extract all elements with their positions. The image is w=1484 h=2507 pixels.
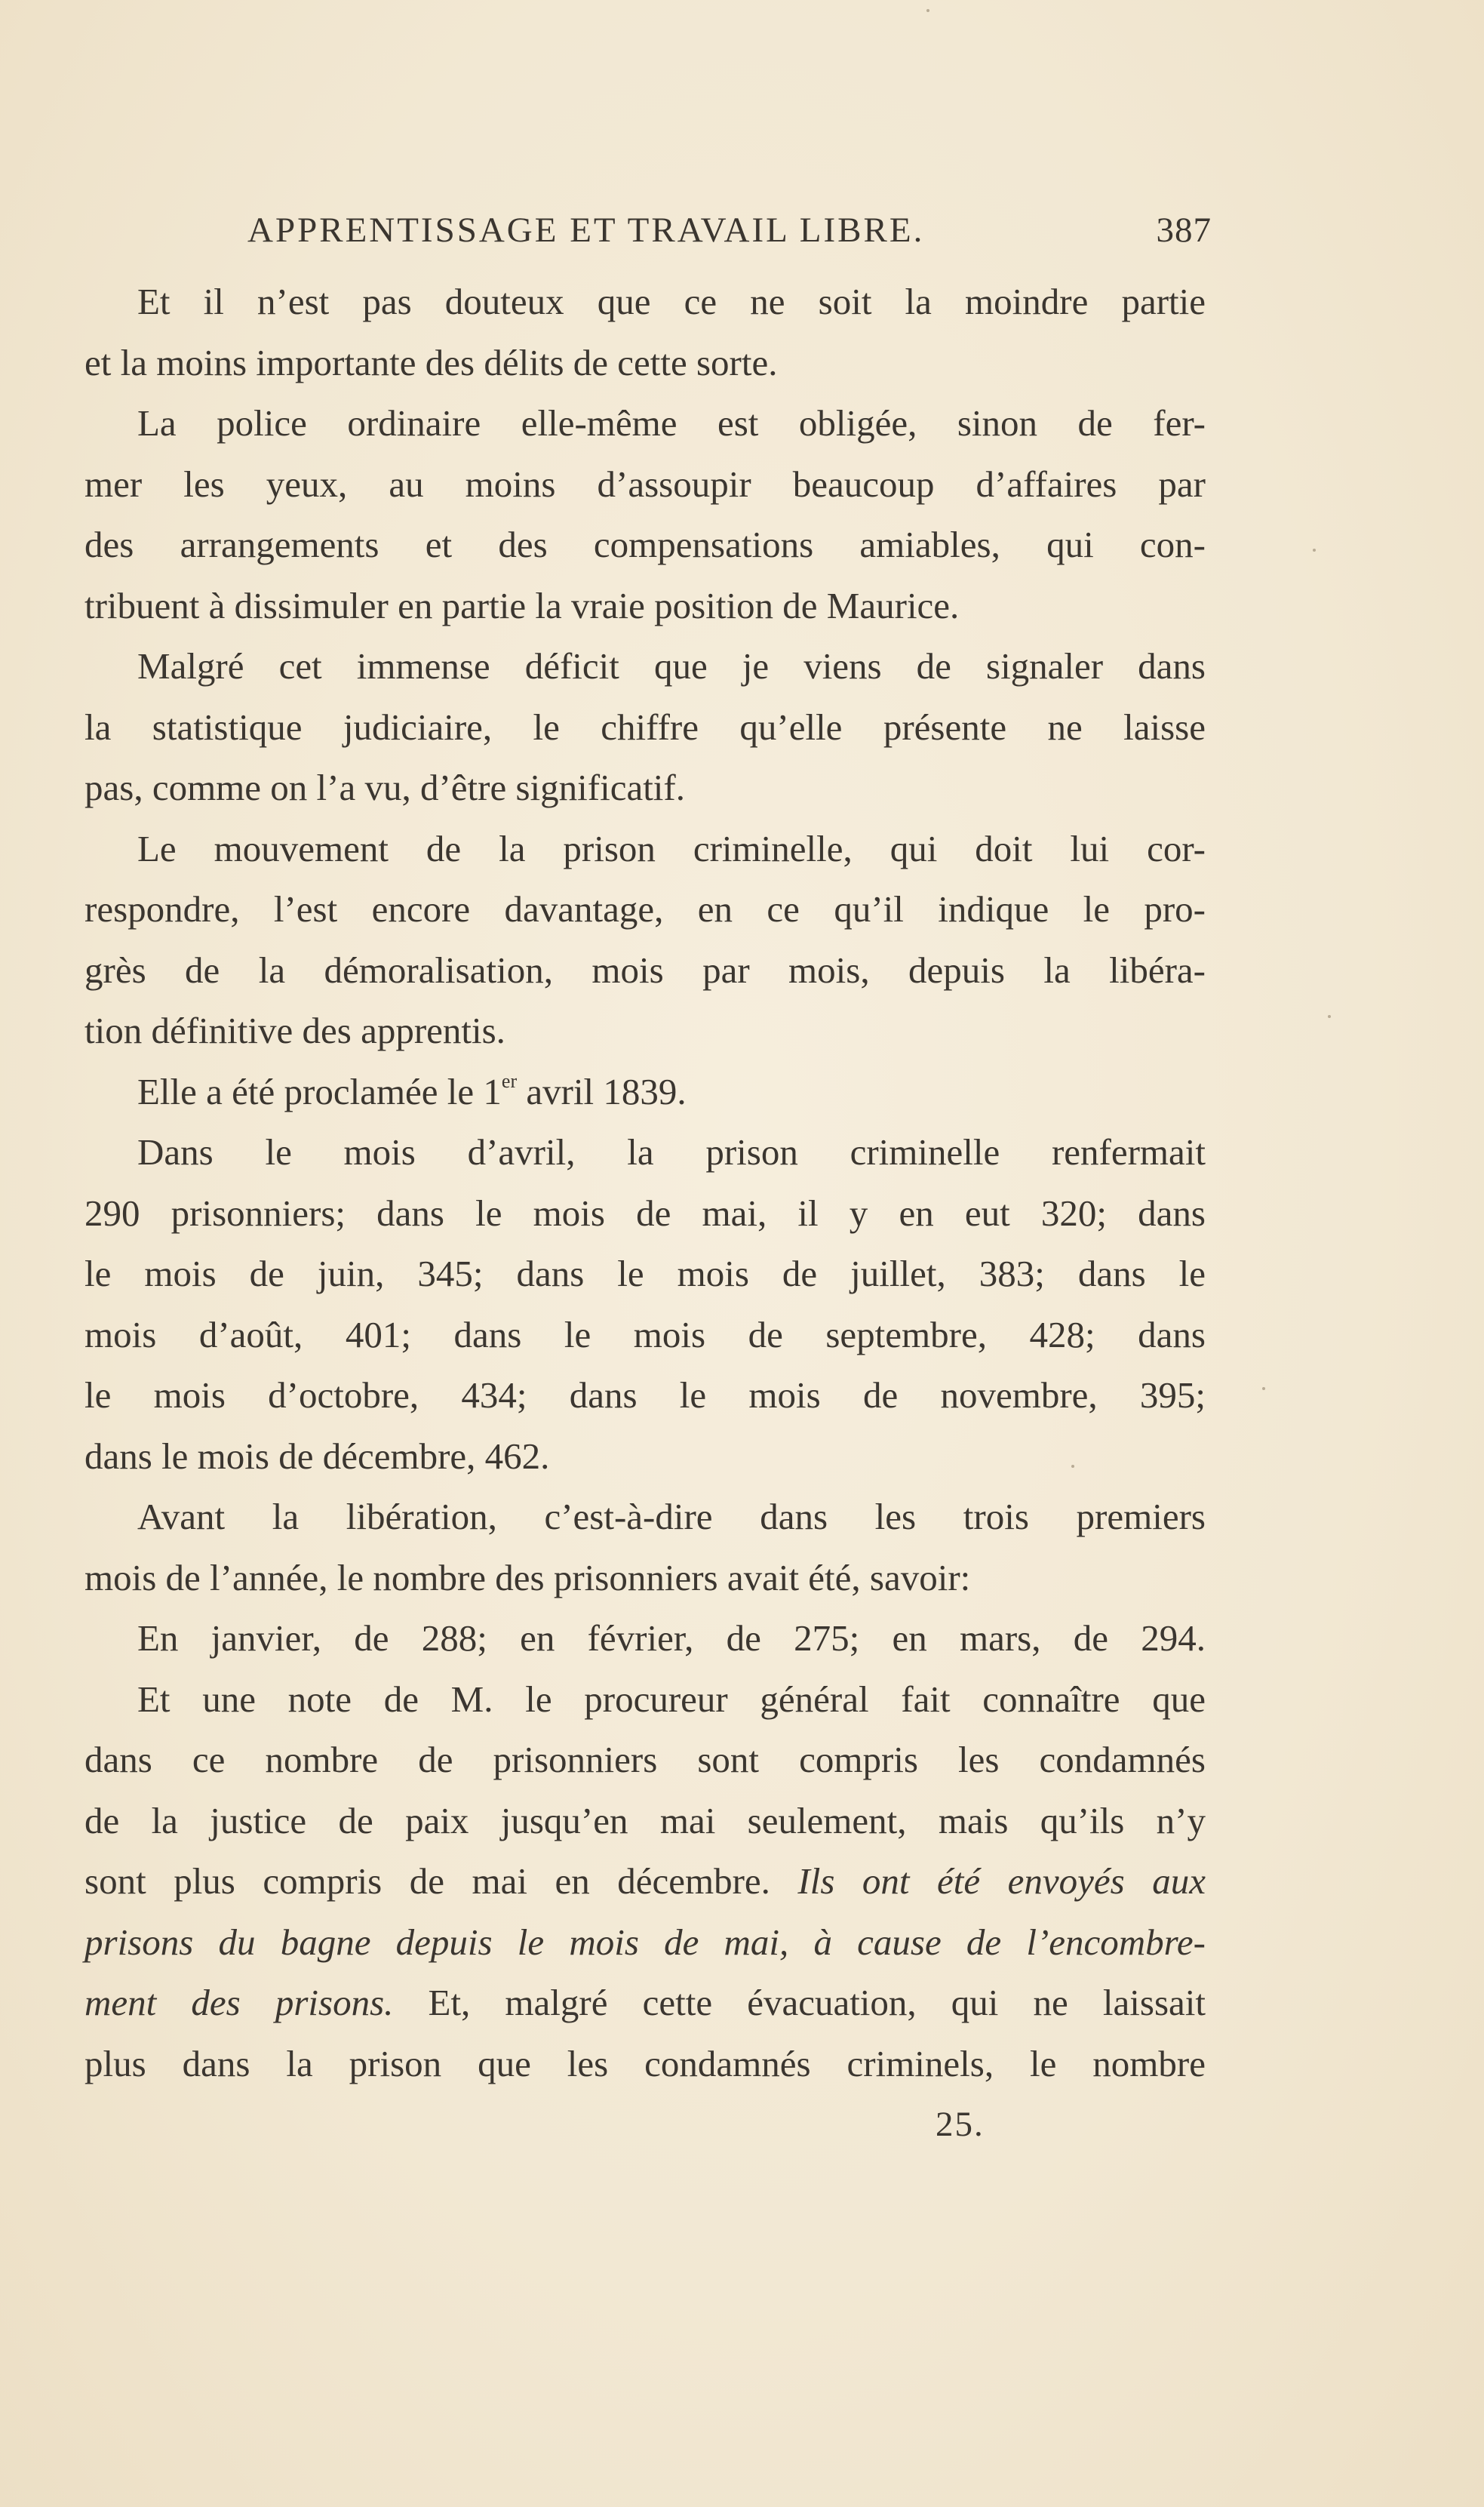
italic-text: Ils ont été envoyés aux bbox=[797, 1860, 1206, 1902]
text-line-content: pas, comme on l’a vu, d’être significatif. bbox=[84, 767, 685, 808]
text-line-content: Elle a été proclamée le 1 bbox=[137, 1070, 502, 1112]
text-line bbox=[84, 2034, 1206, 2095]
italic-text: prisons du bagne depuis le mois de mai, à cause de l’encombre- bbox=[84, 1921, 1206, 1963]
text-line-content: dans le mois de décembre, 462. bbox=[84, 1435, 550, 1477]
text-line bbox=[84, 1730, 1206, 1791]
text-line-content: plus dans la prison que les condamnés criminels, le nombre bbox=[84, 2042, 1206, 2084]
paper-speck bbox=[1262, 1387, 1265, 1390]
text-line-content: et la moins importante des délits de cette sorte. bbox=[84, 341, 778, 383]
text-line-content: dans ce nombre de prisonniers sont compris les condamnés bbox=[84, 1739, 1206, 1780]
text-line bbox=[84, 454, 1206, 515]
italic-text: ment des prisons. bbox=[84, 1982, 394, 2023]
superscript: er bbox=[501, 1069, 518, 1092]
text-line bbox=[84, 272, 1206, 333]
text-line bbox=[84, 1244, 1206, 1305]
page-number: 387 bbox=[1156, 211, 1212, 250]
text-line-content: Et il n’est pas douteux que ce ne soit la moindre partie bbox=[137, 281, 1206, 322]
text-line bbox=[84, 1973, 1206, 2034]
text-line bbox=[84, 1062, 1206, 1123]
text-line bbox=[84, 576, 1206, 637]
text-line-content: 290 prisonniers; dans le mois de mai, il y en eut 320; dans bbox=[84, 1192, 1206, 1234]
paper-speck bbox=[926, 9, 929, 12]
text-line bbox=[84, 697, 1206, 758]
text-line bbox=[84, 879, 1206, 940]
text-line-content: Avant la libération, c’est-à-dire dans les trois premiers bbox=[137, 1496, 1206, 1537]
text-line-content: le mois d’octobre, 434; dans le mois de novembre, 395; bbox=[84, 1374, 1206, 1416]
text-line bbox=[84, 1122, 1206, 1183]
text-line-content: La police ordinaire elle-même est obligée, sinon de fer- bbox=[137, 402, 1206, 444]
text-line bbox=[84, 1791, 1206, 1852]
text-line bbox=[84, 758, 1206, 819]
text-line bbox=[84, 1183, 1206, 1244]
text-line bbox=[84, 819, 1206, 880]
text-line-content: Et, malgré cette évacuation, qui ne laissait bbox=[393, 1982, 1206, 2023]
text-line bbox=[84, 1487, 1206, 1548]
text-line bbox=[84, 515, 1206, 576]
text-line-content: En janvier, de 288; en février, de 275; en mars, de 294. bbox=[137, 1617, 1206, 1659]
text-line bbox=[84, 1426, 1206, 1487]
text-line bbox=[84, 333, 1206, 394]
text-line bbox=[84, 940, 1206, 1001]
text-line-content: Et une note de M. le procureur général fait connaître que bbox=[137, 1678, 1206, 1720]
text-line bbox=[84, 1608, 1206, 1669]
paper-speck bbox=[1071, 1465, 1074, 1468]
body-text bbox=[84, 272, 1206, 2094]
text-line-content: tribuent à dissimuler en partie la vraie position de Maurice. bbox=[84, 584, 960, 626]
text-line bbox=[84, 636, 1206, 697]
paper-speck bbox=[1313, 549, 1316, 552]
text-line-content: grès de la démoralisation, mois par mois, depuis la libéra- bbox=[84, 949, 1206, 991]
text-line bbox=[84, 1001, 1206, 1062]
text-line-content: mois de l’année, le nombre des prisonniers avait été, savoir: bbox=[84, 1556, 971, 1598]
signature-mark: 25. bbox=[936, 2105, 985, 2144]
text-line bbox=[84, 1912, 1206, 1973]
text-line-content: Malgré cet immense déficit que je viens de signaler dans bbox=[137, 645, 1206, 687]
text-line-content: avril 1839. bbox=[517, 1070, 687, 1112]
text-line-content: mer les yeux, au moins d’assoupir beaucoup d’affaires par bbox=[84, 463, 1206, 505]
text-line-content: Dans le mois d’avril, la prison criminelle renfermait bbox=[137, 1131, 1206, 1173]
text-line-content: Le mouvement de la prison criminelle, qui doit lui cor- bbox=[137, 827, 1206, 869]
running-title: APPRENTISSAGE ET TRAVAIL LIBRE. bbox=[247, 211, 925, 250]
text-line-content: tion définitive des apprentis. bbox=[84, 1010, 505, 1051]
text-line-content: sont plus compris de mai en décembre. bbox=[84, 1860, 798, 1902]
paper-speck bbox=[1328, 1015, 1331, 1018]
text-line-content: la statistique judiciaire, le chiffre qu’elle présente ne laisse bbox=[84, 706, 1206, 748]
text-line bbox=[84, 1305, 1206, 1366]
text-line-content: des arrangements et des compensations amiables, qui con- bbox=[84, 524, 1206, 565]
text-line-content: de la justice de paix jusqu’en mai seulement, mais qu’ils n’y bbox=[84, 1799, 1206, 1841]
text-line-content: mois d’août, 401; dans le mois de septembre, 428; dans bbox=[84, 1313, 1206, 1355]
text-line bbox=[84, 393, 1206, 454]
text-line bbox=[84, 1365, 1206, 1426]
text-line bbox=[84, 1669, 1206, 1730]
text-line-content: respondre, l’est encore davantage, en ce qu’il indique le pro- bbox=[84, 888, 1206, 930]
text-line-content: le mois de juin, 345; dans le mois de juillet, 383; dans le bbox=[84, 1253, 1206, 1294]
running-head bbox=[247, 210, 1212, 263]
text-line bbox=[84, 1851, 1206, 1912]
text-line bbox=[84, 1548, 1206, 1609]
